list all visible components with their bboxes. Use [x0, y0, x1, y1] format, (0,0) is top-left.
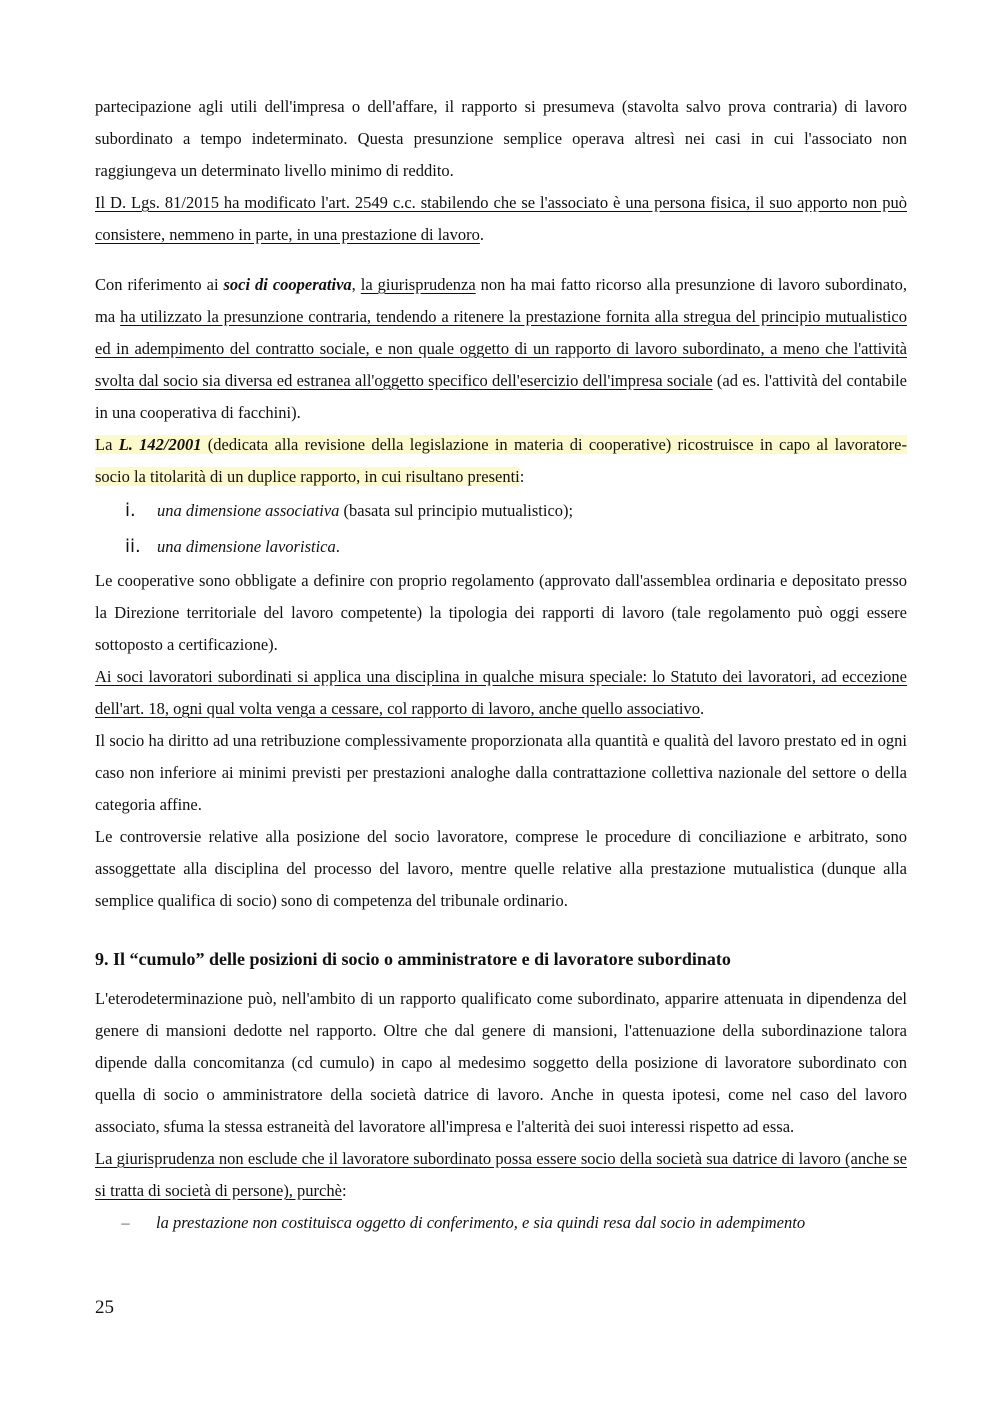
list-number: i.	[125, 500, 136, 521]
section-heading: 9. Il “cumulo” delle posizioni di socio o amministratore e di lavoratore subordinato	[95, 949, 731, 969]
underlined-text: Il D. Lgs. 81/2015 ha modificato l'art. 2549 c.c. stabilendo che se l'associato è una persona fisica, il suo apporto non può consistere, nemmeno in parte, in una prestazione di lavoro	[95, 193, 907, 244]
paragraph-text: Le cooperative sono obbligate a definire con proprio regolamento (approvato dall'assemblea ordinaria e depositato presso la Direzione territoriale del lavoro competente) la tipologia dei rapporti di lavoro (tale regolamento può oggi essere sottoposto a certificazione).	[95, 571, 907, 654]
list-item	[95, 529, 907, 565]
paragraph-text: Con riferimento ai	[95, 275, 224, 294]
paragraph-text: :	[519, 467, 525, 486]
paragraph-text: (ad es. l'attività del contabile in una cooperativa di facchini).	[95, 371, 907, 422]
underlined-text: ha utilizzato la presunzione contraria, tendendo a ritenere la prestazione fornita alla stregua del principio mutualistico ed in adempimento del contratto sociale, e non quale oggetto di un rapporto di lavoro subordinato, a meno che l'attività svolta dal socio sia diversa ed estranea all'oggetto specifico dell'esercizio dell'impresa sociale	[95, 307, 907, 390]
underlined-text: la giurisprudenza	[360, 275, 476, 294]
page-number: 25	[95, 1297, 114, 1318]
paragraph-text: (dedicata alla revisione della legislazione in materia di cooperative) ricostruisce in capo al lavoratore-socio la titolarità di un duplice rapporto, in cui risultano presenti	[95, 435, 907, 486]
paragraph-retribuzione	[95, 725, 907, 821]
list-number: ii.	[125, 536, 141, 557]
list-text: la prestazione non costituisca oggetto di conferimento, e sia quindi resa dal socio in adempimento	[156, 1213, 806, 1232]
dash-list	[95, 1207, 907, 1239]
underlined-text: La giurisprudenza non esclude che il lavoratore subordinato possa essere socio della società sua datrice di lavoro (anche se si tratta di società di persone), purchè	[95, 1149, 907, 1200]
roman-list	[95, 493, 907, 565]
paragraph-text: (basata sul principio mutualistico);	[339, 501, 574, 520]
dash-bullet: –	[121, 1213, 130, 1232]
paragraph-text: ,	[351, 275, 361, 294]
paragraph-text: Le controversie relative alla posizione del socio lavoratore, comprese le procedure di conciliazione e arbitrato, sono assoggettate alla disciplina del processo del lavoro, mentre quelle relative alla prestazione mutualistica (dunque alla semplice qualifica di socio) sono di competenza del tribunale ordinario.	[95, 827, 907, 910]
paragraph-statuto	[95, 661, 907, 725]
italic-text: una dimensione lavoristica	[157, 537, 336, 556]
underlined-text: Ai soci lavoratori subordinati si applica una disciplina in qualche misura speciale: lo Statuto dei lavoratori, ad eccezione dell'art. 18, ogni qual volta venga a cessare, col rapporto di lavoro, anche quello associativo	[95, 667, 907, 718]
italic-text: una dimensione associativa	[157, 501, 340, 520]
list-item	[95, 1207, 907, 1239]
paragraph-associazione	[95, 91, 907, 187]
paragraph-eterodeterminazione	[95, 983, 907, 1143]
paragraph-giurisprudenza	[95, 1143, 907, 1207]
paragraph-legge-142	[95, 429, 907, 493]
paragraph-text: Il socio ha diritto ad una retribuzione complessivamente proporzionata alla quantità e qualità del lavoro prestato ed in ogni caso non inferiore ai minimi previsti per prestazioni analoghe dalla contrattazione collettiva nazionale del settore o della categoria affine.	[95, 731, 907, 814]
paragraph-text: L'eterodeterminazione può, nell'ambito di un rapporto qualificato come subordinato, apparire attenuata in dipendenza del genere di mansioni dedotte nel rapporto. Oltre che dal genere di mansioni, l'attenuazione della subordinazione talora dipende dalla concomitanza (cd cumulo) in capo al medesimo soggetto della posizione di lavoratore subordinato con quella di socio o amministratore della società datrice di lavoro. Anche in questa ipotesi, come nel caso del lavoro associato, sfuma la stessa estraneità del lavoratore all'impresa e l'alterità dei suoi interessi rispetto ad essa.	[95, 989, 907, 1136]
paragraph-text: .	[700, 699, 705, 718]
paragraph-text: partecipazione agli utili dell'impresa o dell'affare, il rapporto si presumeva (stavolta salvo prova contraria) di lavoro subordinato a tempo indeterminato. Questa presunzione semplice operava altresì nei casi in cui l'associato non raggiungeva un determinato livello minimo di reddito.	[95, 97, 907, 180]
paragraph-text: La	[95, 435, 119, 454]
paragraph-dlgs	[95, 187, 907, 251]
list-text	[157, 529, 340, 565]
paragraph-cooperative	[95, 269, 907, 429]
paragraph-regolamento	[95, 565, 907, 661]
highlighted-text	[95, 435, 907, 486]
paragraph-text: :	[341, 1181, 347, 1200]
list-item	[95, 493, 907, 529]
emphasis-text: L. 142/2001	[118, 435, 202, 454]
paragraph-text: .	[335, 537, 340, 556]
page-body	[95, 91, 907, 1239]
emphasis-text: soci di cooperativa	[223, 275, 352, 294]
paragraph-controversie	[95, 821, 907, 917]
paragraph-text: .	[479, 225, 484, 244]
list-text	[157, 493, 573, 529]
spacer	[95, 251, 907, 269]
paragraph-text: non ha mai fatto ricorso alla presunzione di lavoro subordinato, ma	[95, 275, 907, 326]
